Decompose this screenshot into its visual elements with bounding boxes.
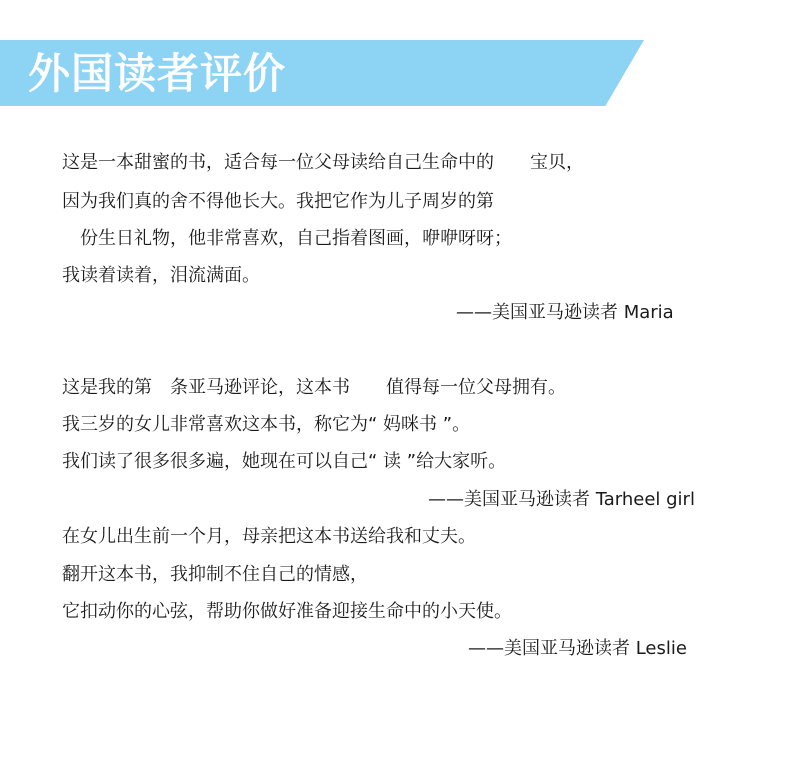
review-2-line-1: 这是我的第 条亚马逊评论，这本书 值得每一位父母拥有。 <box>62 377 566 398</box>
review-1-signature: ——美国亚马逊读者 Maria <box>456 302 674 323</box>
review-1-line-3: 份生日礼物，他非常喜欢，自己指着图画，咿咿呀呀； <box>62 228 512 249</box>
review-2-line-3: 我们读了很多很多遍，她现在可以自己“ 读 ”给大家听。 <box>62 451 507 472</box>
page-title: 外国读者评价 <box>28 49 287 98</box>
review-2-line-2: 我三岁的女儿非常喜欢这本书，称它为“ 妈咪书 ”。 <box>62 414 471 435</box>
review-3-line-3: 它扣动你的心弦，帮助你做好准备迎接生命中的小天使。 <box>62 601 512 622</box>
review-3-signature: ——美国亚马逊读者 Leslie <box>468 638 687 659</box>
review-3-line-1: 在女儿出生前一个月，母亲把这本书送给我和丈夫。 <box>62 526 476 547</box>
review-2-signature: ——美国亚马逊读者 Tarheel girl <box>428 489 695 510</box>
review-1-line-2: 因为我们真的舍不得他长大。我把它作为儿子周岁的第 <box>62 191 494 212</box>
review-1-line-4: 我读着读着，泪流满面。 <box>62 265 260 286</box>
review-3-line-2: 翻开这本书，我抑制不住自己的情感， <box>62 564 368 585</box>
review-1-line-1: 这是一本甜蜜的书，适合每一位父母读给自己生命中的 宝贝， <box>62 152 584 173</box>
